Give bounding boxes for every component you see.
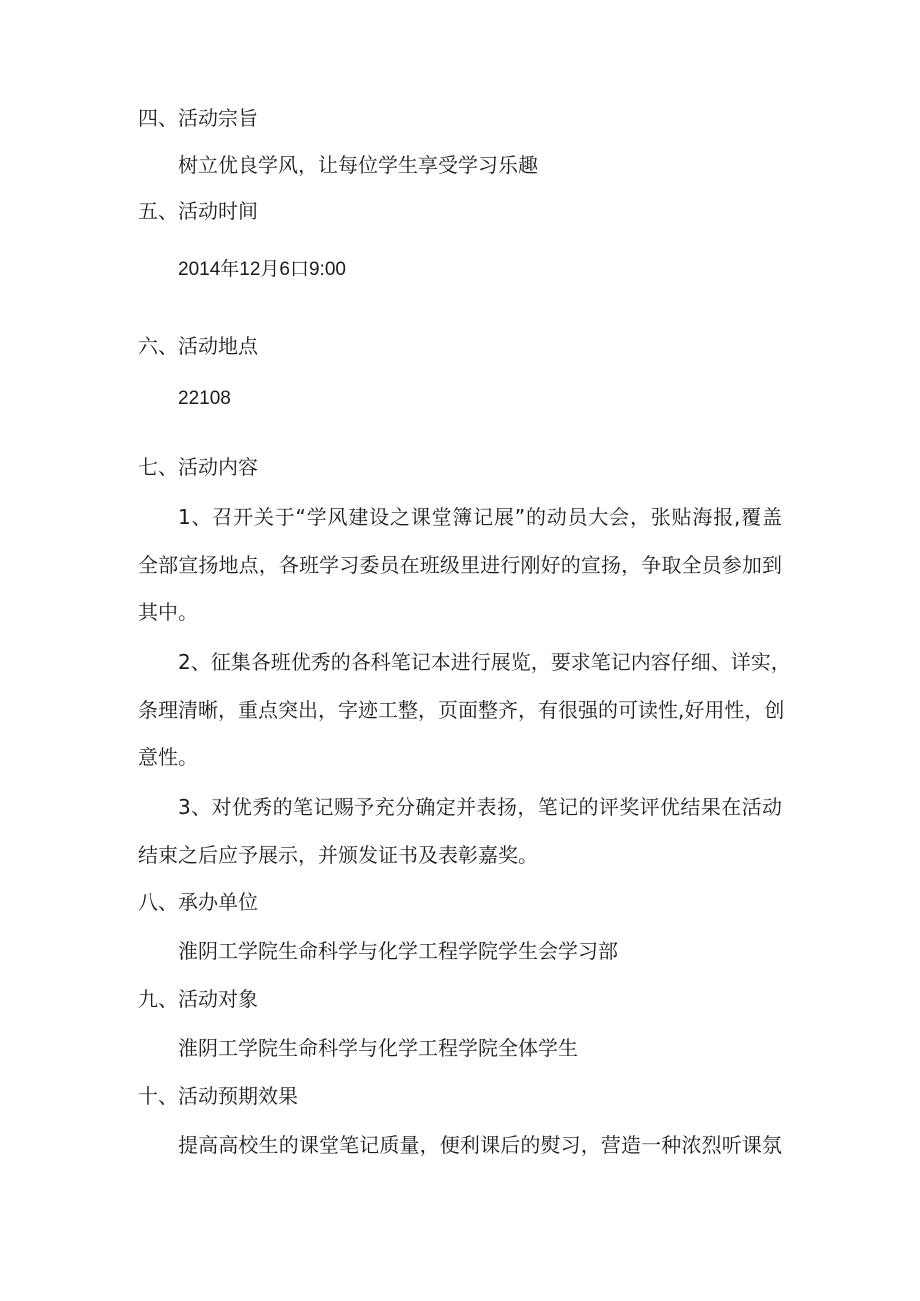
content-item-1-line-2: 全部宣扬地点，各班学习委员在班级里进行刚好的宣扬，争取全员参加到 xyxy=(138,553,782,577)
content-item-2-line-2: 条理清晰，重点突出，字迹工整，页面整齐，有很强的可读性,好用性，创 xyxy=(138,698,785,722)
section-6-heading: 六、活动地点 xyxy=(138,334,258,358)
section-4-heading: 四、活动宗旨 xyxy=(138,106,258,130)
section-8-body: 淮阴工学院生命科学与化学工程学院学生会学习部 xyxy=(178,939,618,963)
content-item-3-line-2: 结束之后应予展示，并颁发证书及表彰嘉奖。 xyxy=(138,843,538,867)
section-6-body: 22108 xyxy=(178,388,231,409)
section-10-body: 提高高校生的课堂笔记质量，便利课后的熨习，营造一种浓烈听课氛 xyxy=(178,1133,782,1157)
section-5-body: 2014年12月6口9:00 xyxy=(178,259,346,280)
section-8-heading: 八、承办单位 xyxy=(138,890,258,914)
section-7-heading: 七、活动内容 xyxy=(138,455,258,479)
section-9-heading: 九、活动对象 xyxy=(138,987,258,1011)
content-item-1-line-3: 其中。 xyxy=(138,600,198,624)
content-item-3-line-1: 3、对优秀的笔记赐予充分确定并表扬，笔记的评奖评优结果在活动 xyxy=(178,795,782,819)
section-4-body: 树立优良学风，让每位学生享受学习乐趣 xyxy=(178,153,538,177)
section-10-heading: 十、活动预期效果 xyxy=(138,1084,298,1108)
content-item-2-line-3: 意性。 xyxy=(138,745,198,769)
section-5-heading: 五、活动时间 xyxy=(138,199,258,223)
content-item-2-line-1: 2、征集各班优秀的各科笔记本进行展览，要求笔记内容仔细、详实， xyxy=(178,650,791,674)
content-item-1-line-1: 1、召开关于“学风建设之课堂簿记展”的动员大会，张贴海报,覆盖 xyxy=(178,505,782,529)
section-9-body: 淮阴工学院生命科学与化学工程学院全体学生 xyxy=(178,1036,578,1060)
